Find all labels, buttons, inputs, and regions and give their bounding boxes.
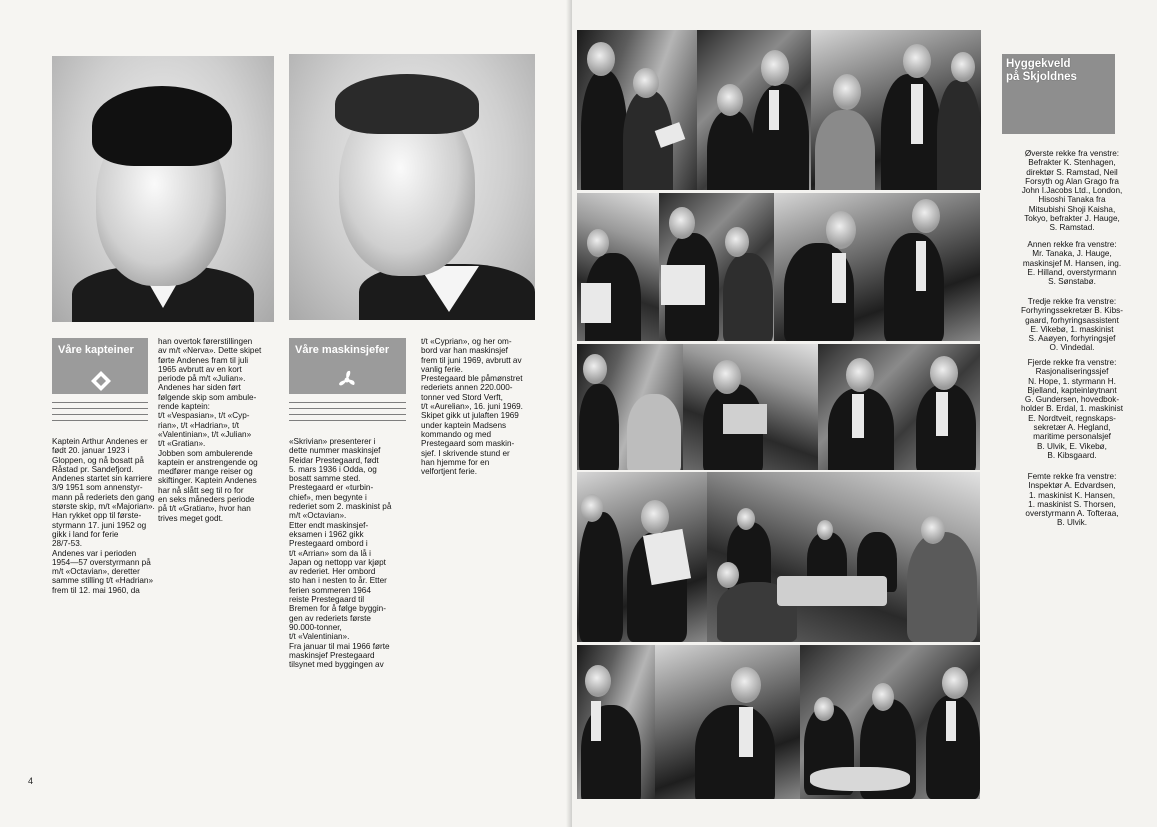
engineer-text-col2: t/t «Cyprian», og her om- bord var han maskinsjef frem til juni 1969, avbrutt av vanlig ferie. Prestegaard ble påmønstret rederiets annen 220.000- tonner ved Stord Verft, t/t «Aurelian», 16. juni 1969. Skipet gikk ut julaften 1969 under kaptein Madsens kommando og med Prestegaard som maskin- sjef. I skrivende stund er han hjemme for en velfortjent ferie.	[421, 337, 523, 477]
captain-portrait	[52, 56, 274, 322]
photo-row2-c	[774, 193, 980, 341]
photo-row3-b	[683, 344, 818, 470]
captains-section-title: Våre kapteiner	[58, 344, 134, 356]
left-page	[0, 0, 572, 827]
photo-row1-b	[697, 30, 811, 190]
photo-row4-a	[577, 472, 707, 642]
engineers-section-title: Våre maskinsjefer	[295, 344, 390, 356]
photo-row3-a	[577, 344, 683, 470]
page-number: 4	[28, 776, 34, 786]
photo-row5-b	[655, 645, 800, 799]
photo-row5-a	[577, 645, 655, 799]
captain-text-col1: Kaptein Arthur Andenes er født 20. januar 1923 i Gloppen, og nå bosatt på Råstad pr. Sandefjord. Andenes startet sin karriere 3/9 1951 som annenstyr- mann på rederiets den gang største skip, m/t «Majorian». Han rykket opp til første- styrmann 17. juni 1952 og gikk i land for ferie 28/7-53. Andenes var i perioden 1954—57 overstyrmann på m/t «Octavian», deretter samme stilling t/t «Hadrian» frem til 12. mai 1960, da	[52, 437, 155, 595]
diamond-emblem-icon	[90, 370, 112, 392]
captain-text-col2: han overtok førerstillingen av m/t «Nerva». Dette skipet førte Andenes fram til juli 1965 avbrutt av en kort periode på m/t «Julian». Andenes har siden ført følgende skip som ambule- rende kaptein: t/t «Vespasian», t/t «Cyp- rian», t/t «Hadrian», t/t «Valentinian», t/t «Julian» t/t «Gratian». Jobben som ambulerende kaptein er anstrengende og medfører mange reiser og skiftinger. Kaptein Andenes har nå slått seg til ro for en seks måneders periode på t/t «Gratian», hvor han trives meget godt.	[158, 337, 262, 523]
caption-row5: Femte rekke fra venstre: Inspektør A. Edvardsen, 1. maskinist K. Hansen, 1. maskinist S. Thorsen, overstyrmann A. Tofteraa, B. Ulvik.	[1025, 472, 1119, 528]
engineer-text-col1: «Skrivian» presenterer i dette nummer maskinsjef Reidar Prestegaard, født 5. mars 1936 i Odda, og bosatt samme sted. Prestegaard er «turbin- chief», men begynte i rederiet som 2. maskinist på m/t «Octavian». Etter endt maskinsjef- eksamen i 1962 gikk Prestegaard ombord i t/t «Arrian» som da lå i Japan og nettopp var kjøpt av rederiet. Her ombord sto han i nesten to år. Etter ferien sommeren 1964 reiste Prestegaard til Bremen for å følge byggin- gen av rederiets første 90.000-tonner, t/t «Valentinian». Fra januar til mai 1966 førte maskinsjef Prestegaard tilsynet med byggingen av	[289, 437, 392, 670]
photo-row1-c	[811, 30, 981, 190]
caption-row2: Annen rekke fra venstre: Mr. Tanaka, J. Hauge, maskinsjef M. Hansen, ing. E. Hilland, overstyrmann S. Sønstabø.	[1022, 240, 1122, 287]
captains-section-box	[52, 338, 148, 394]
photo-row4-b	[707, 472, 980, 642]
engineer-portrait	[289, 54, 535, 320]
photo-row3-c	[818, 344, 980, 470]
photo-row5-c	[800, 645, 980, 799]
photo-row1-a	[577, 30, 697, 190]
event-header-title: Hyggekveld på Skjoldnes	[1006, 58, 1077, 83]
caption-row4: Fjerde rekke fra venstre: Rasjonaliseringssjef N. Hope, 1. styrmann H. Bjelland, kapteinløytnant G. Gundersen, hovedbok- holder B. Erdal, 1. maskinist E. Nordtveit, regnskaps- sekretær A. Hegland, maritime personalsjef B. Ulvik, E. Vikebø, B. Kibsgaard.	[1021, 358, 1123, 460]
propeller-emblem-icon	[335, 368, 359, 392]
photo-row2-b	[659, 193, 774, 341]
caption-row1: Øverste rekke fra venstre: Befrakter K. Stenhagen, direktør S. Ramstad, Neil Forsyth og Alan Grago fra John I.Jacobs Ltd., London, Hisoshi Tanaka fra Mitsubishi Shoji Kaisha, Tokyo, befrakter J. Hauge, S. Ramstad.	[1021, 149, 1123, 233]
caption-row3: Tredje rekke fra venstre: Forhyringssekretær B. Kibs- gaard, forhyringsassistent E. Vikebø, 1. maskinist S. Aaøyen, forhyringsjef O. Vindedal.	[1021, 297, 1123, 353]
event-header-box	[1002, 54, 1115, 134]
photo-row2-a	[577, 193, 659, 341]
engineers-section-box	[289, 338, 406, 394]
